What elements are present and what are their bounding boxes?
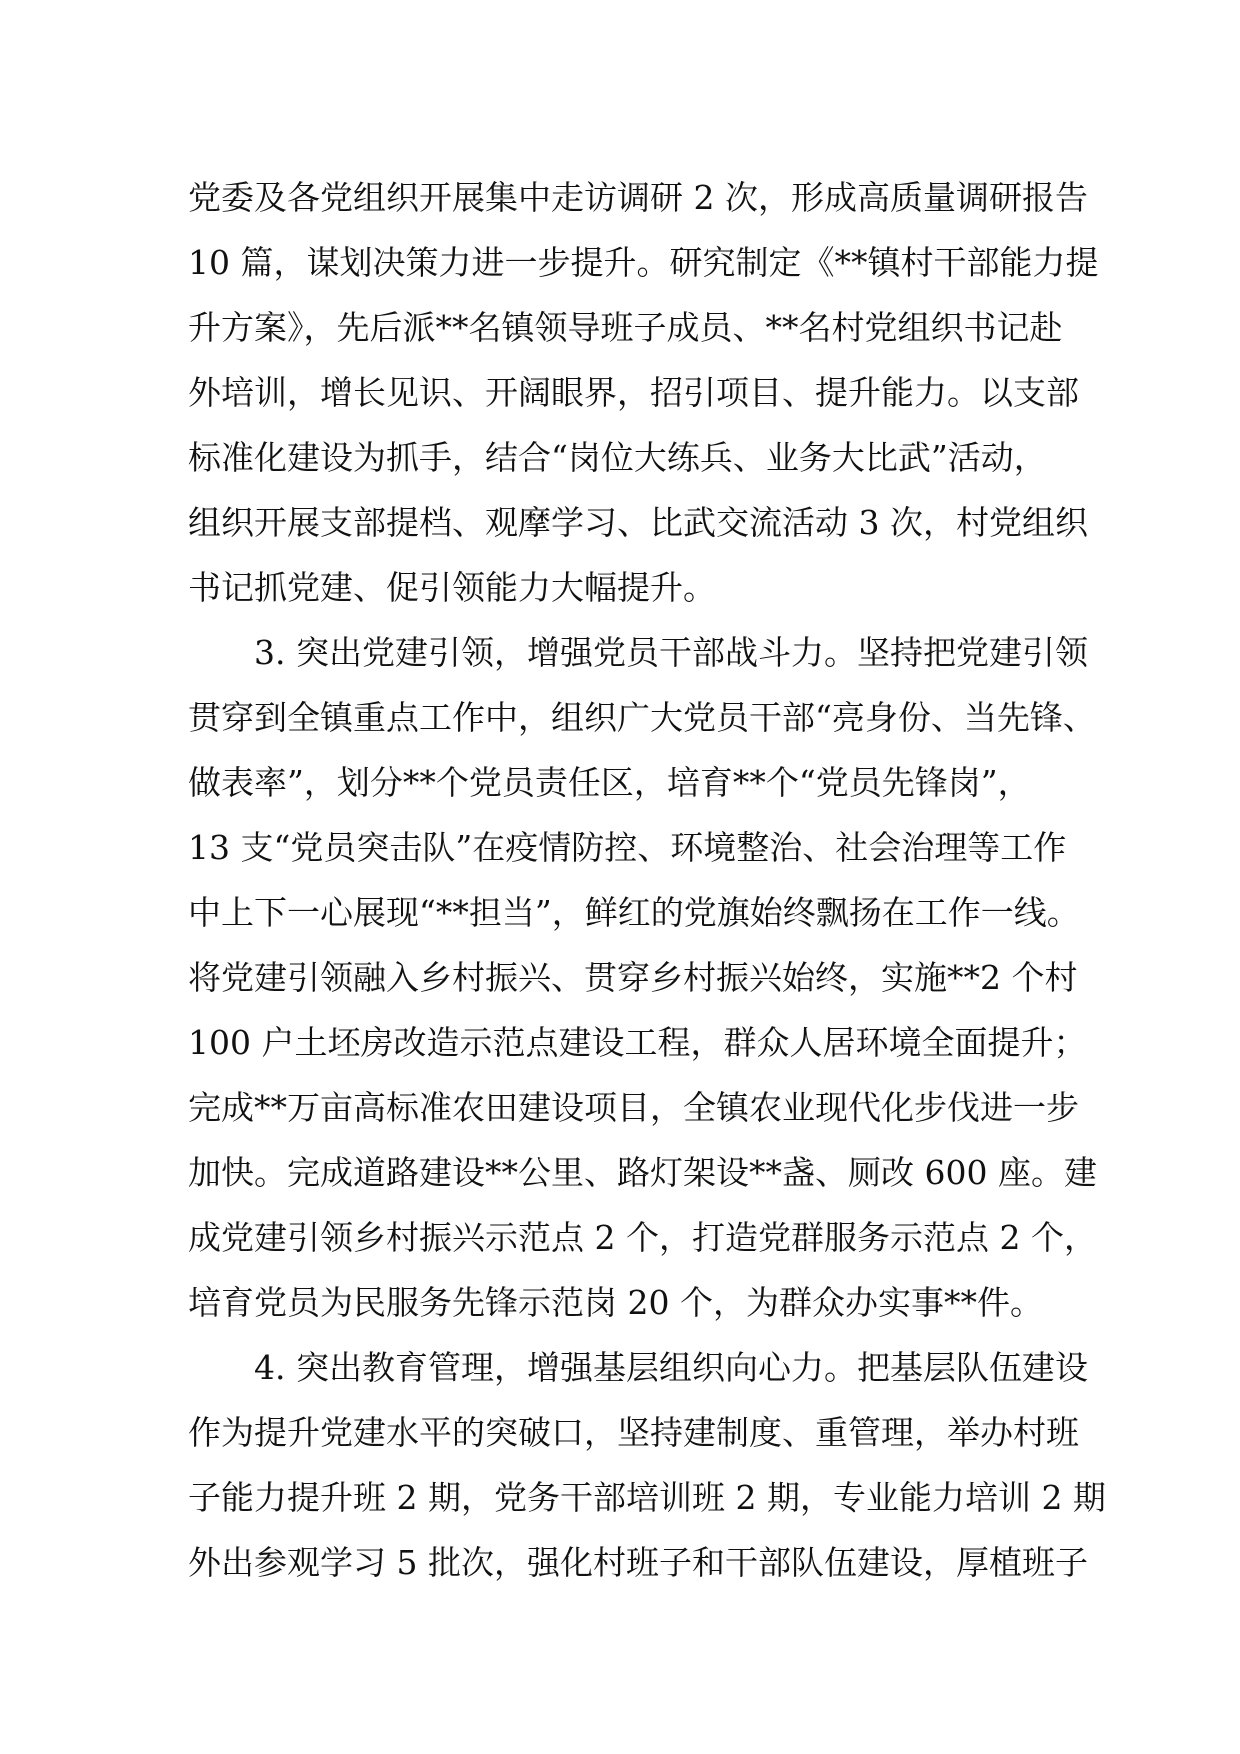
text-line: 中上下一心展现“**担当”，鲜红的党旗始终飘扬在工作一线。 <box>188 893 1080 932</box>
text-line: 外培训，增长见识、开阔眼界，招引项目、提升能力。以支部 <box>188 373 1079 412</box>
text-line: 加快。完成道路建设**公里、路灯架设**盏、厕改 600 座。建 <box>188 1153 1097 1192</box>
section-4-heading-line: 4. 突出教育管理，增强基层组织向心力。把基层队伍建设 <box>254 1348 1088 1387</box>
text-line: 书记抓党建、促引领能力大幅提升。 <box>188 568 716 607</box>
document-body <box>188 165 1106 1595</box>
text-line: 作为提升党建水平的突破口，坚持建制度、重管理，举办村班 <box>188 1413 1079 1452</box>
text-line: 完成**万亩高标准农田建设项目，全镇农业现代化步伐进一步 <box>188 1088 1079 1127</box>
text-line: 100 户土坯房改造示范点建设工程，群众人居环境全面提升； <box>188 1023 1087 1062</box>
text-line: 10 篇，谋划决策力进一步提升。研究制定《**镇村干部能力提 <box>188 243 1099 282</box>
text-line: 成党建引领乡村振兴示范点 2 个，打造党群服务示范点 2 个， <box>188 1218 1097 1257</box>
text-line: 标准化建设为抓手，结合“岗位大练兵、业务大比武”活动， <box>188 438 1047 477</box>
text-line: 子能力提升班 2 期，党务干部培训班 2 期，专业能力培训 2 期 <box>188 1478 1106 1517</box>
text-line: 组织开展支部提档、观摩学习、比武交流活动 3 次，村党组织 <box>188 503 1088 542</box>
text-line: 13 支“党员突击队”在疫情防控、环境整治、社会治理等工作 <box>188 828 1067 867</box>
text-line: 党委及各党组织开展集中走访调研 2 次，形成高质量调研报告 <box>188 178 1088 217</box>
text-line: 做表率”，划分**个党员责任区，培育**个“党员先锋岗”， <box>188 763 1031 802</box>
text-line: 培育党员为民服务先锋示范岗 20 个，为群众办实事**件。 <box>188 1283 1043 1322</box>
text-line: 将党建引领融入乡村振兴、贯穿乡村振兴始终，实施**2 个村 <box>188 958 1078 997</box>
text-line: 升方案》，先后派**名镇领导班子成员、**名村党组织书记赴 <box>188 308 1063 347</box>
text-line: 贯穿到全镇重点工作中，组织广大党员干部“亮身份、当先锋、 <box>188 698 1096 737</box>
section-3-heading-line: 3. 突出党建引领，增强党员干部战斗力。坚持把党建引领 <box>254 633 1088 672</box>
text-line: 外出参观学习 5 批次，强化村班子和干部队伍建设，厚植班子 <box>188 1543 1088 1582</box>
